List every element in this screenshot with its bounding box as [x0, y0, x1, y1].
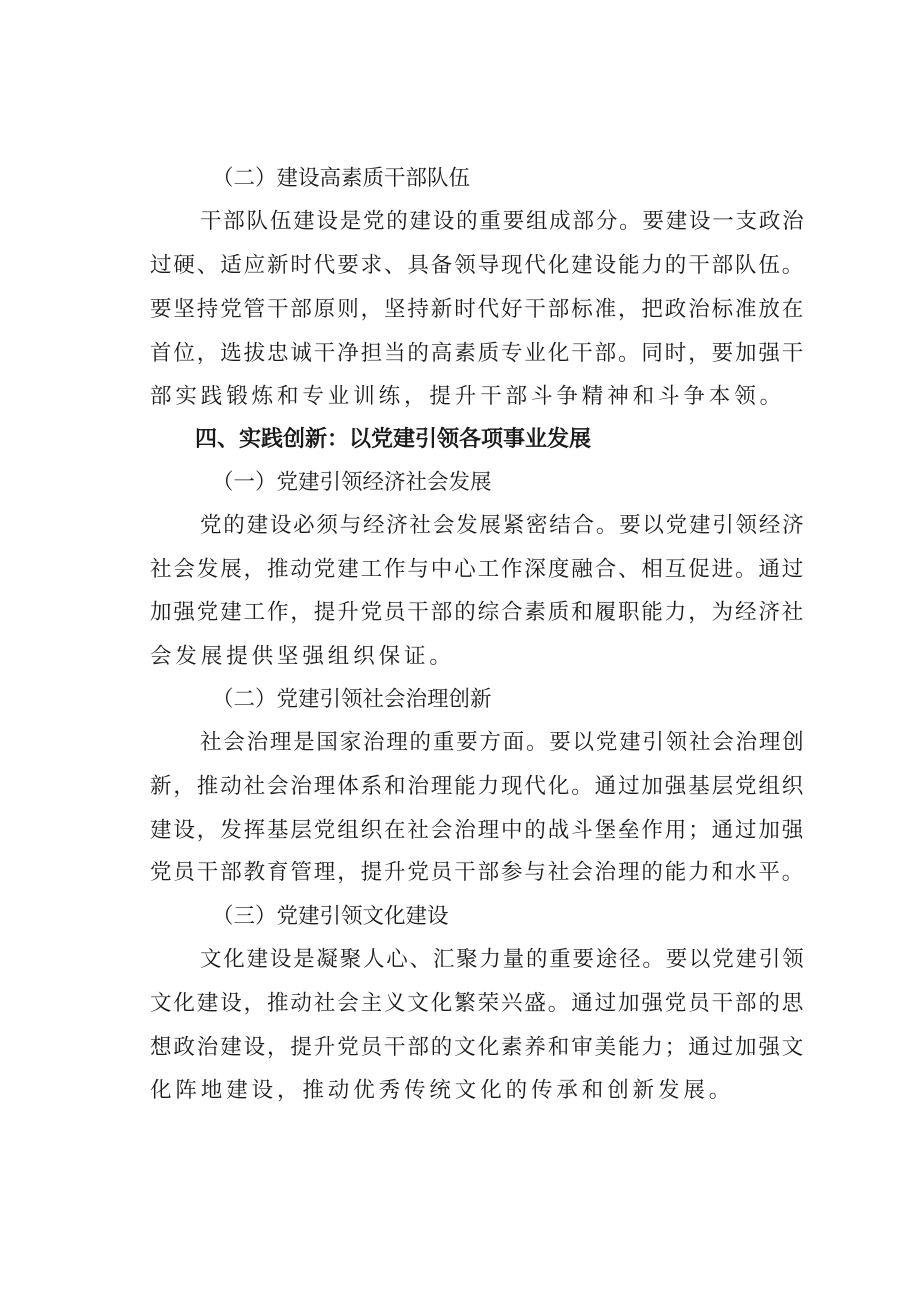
- paragraph-line: 化阵地建设，推动优秀传统文化的传承和创新发展。: [150, 1078, 735, 1103]
- paragraph-line: 新，推动社会治理体系和治理能力现代化。通过加强基层党组织: [150, 774, 806, 799]
- paragraph-line: 党的建设必须与经济社会发展紧密结合。要以党建引领经济: [200, 513, 806, 538]
- paragraph-line: 部实践锻炼和专业训练，提升干部斗争精神和斗争本领。: [150, 384, 786, 409]
- paragraph-line: 社会发展，推动党建工作与中心工作深度融合、相互促进。通过: [150, 557, 806, 582]
- paragraph-line: 首位，选拔忠诚干净担当的高素质专业化干部。同时，要加强干: [150, 341, 806, 366]
- paragraph-line: 会发展提供坚强组织保证。: [150, 644, 455, 669]
- section-heading: （二）党建引领社会治理创新: [212, 687, 492, 712]
- paragraph-line: 干部队伍建设是党的建设的重要组成部分。要建设一支政治: [200, 209, 806, 234]
- paragraph-line: 想政治建设，提升党员干部的文化素养和审美能力；通过加强文: [150, 1035, 806, 1060]
- paragraph-line: 社会治理是国家治理的重要方面。要以党建引领社会治理创: [200, 730, 806, 755]
- paragraph-line: 文化建设是凝聚人心、汇聚力量的重要途径。要以党建引领: [200, 947, 806, 972]
- paragraph-line: 建设，发挥基层党组织在社会治理中的战斗堡垒作用；通过加强: [150, 818, 806, 843]
- section-heading: （三）党建引领文化建设: [212, 904, 449, 929]
- paragraph-line: 过硬、适应新时代要求、具备领导现代化建设能力的干部队伍。: [150, 253, 806, 278]
- section-heading: （一）党建引领经济社会发展: [212, 470, 492, 495]
- chapter-heading: 四、实践创新：以党建引领各项事业发展: [195, 427, 592, 452]
- paragraph-line: 文化建设，推动社会主义文化繁荣兴盛。通过加强党员干部的思: [150, 991, 806, 1016]
- paragraph-line: 党员干部教育管理，提升党员干部参与社会治理的能力和水平。: [150, 860, 806, 885]
- paragraph-line: 加强党建工作，提升党员干部的综合素质和履职能力，为经济社: [150, 600, 806, 625]
- section-heading: （二）建设高素质干部队伍: [212, 166, 471, 191]
- paragraph-line: 要坚持党管干部原则，坚持新时代好干部标准，把政治标准放在: [150, 297, 806, 322]
